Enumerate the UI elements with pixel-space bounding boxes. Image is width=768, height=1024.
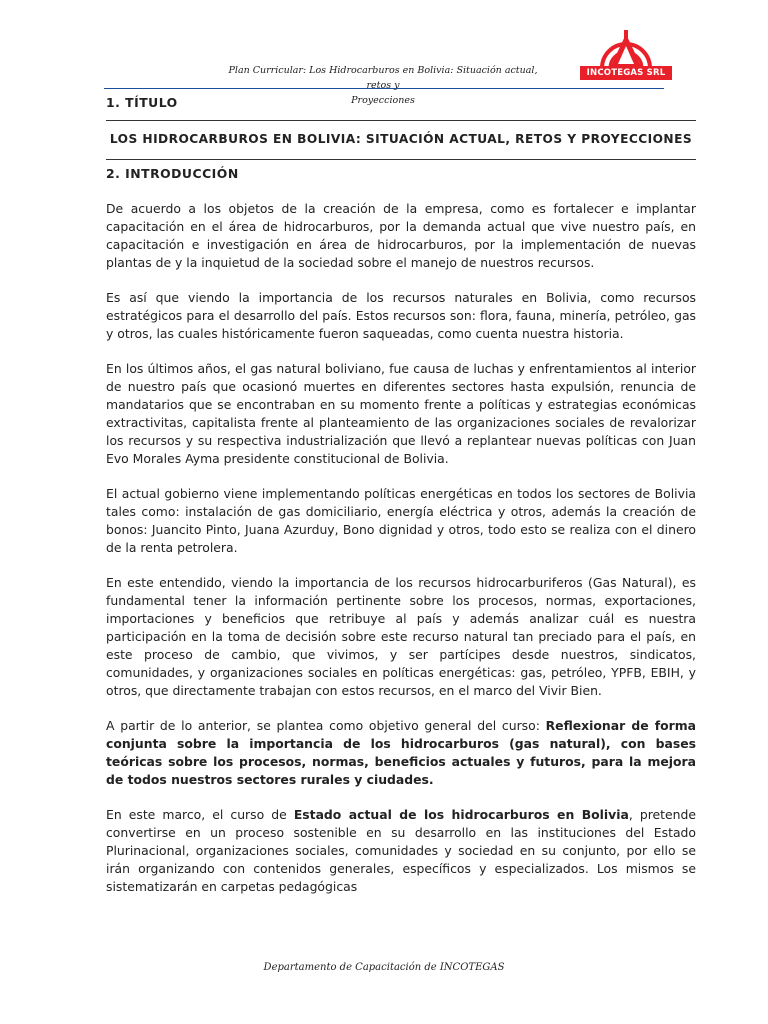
title-rule-top <box>106 120 696 121</box>
paragraph-5: En este entendido, viendo la importancia de los recursos hidrocarburiferos (Gas Natural), es fundamental tener la información pertinente sobre los procesos, normas, exportaciones, importaciones y beneficios que retribuye al país y además analizar cuál es nuestra participación en la toma de decisión sobre este recurso natural tan preciado para el país, en este proceso de cambio, que vivimos, y ser partícipes desde nuestros, sindicatos, comunidades, y organizaciones sociales en políticas energéticas: gas, petróleo, YPFB, EBIH, y otros, que directamente trabajan con estos recursos, en el marco del Vivir Bien. <box>106 575 696 698</box>
section-heading-titulo: 1. TÍTULO <box>106 95 178 110</box>
section-heading-introduccion: 2. INTRODUCCIÓN <box>106 166 239 181</box>
paragraph-2: Es así que viendo la importancia de los recursos naturales en Bolivia, como recursos estratégicos para el desarrollo del país. Estos recursos son: flora, fauna, minería, petróleo, gas y otros, las cuales históricamente fueron saqueadas, como cuenta nuestra historia. <box>106 290 696 341</box>
logo-wordmark: INCOTEGAS SRL <box>580 66 672 80</box>
paragraph-3: En los últimos años, el gas natural boliviano, fue causa de luchas y enfrentamientos al interior de nuestro país que ocasionó muertes en diferentes sectores hasta expulsión, renuncia de mandatarios que se encontraban en su momento frente a políticas y estrategias económicas extractivitas, capitalista frente al planteamiento de las organizaciones sociales de revalorizar los recursos y su respectiva industrialización que llevó a replantear nuevas políticas con Juan Evo Morales Ayma presidente constitucional de Bolivia. <box>106 361 696 466</box>
paragraph-1: De acuerdo a los objetos de la creación de la empresa, como es fortalecer e implantar capacitación en el área de hidrocarburos, por la demanda actual que vive nuestro país, en capacitación e investigación en área de hidrocarburos, por la implementación de nuevas plantas de y la inquietud de la sociedad sobre el manejo de nuestros recursos. <box>106 201 696 270</box>
course-objective: Reflexionar de forma conjunta sobre la importancia de los hidrocarburos (gas natural), con bases teóricas sobre los procesos, normas, beneficios actuales y futuros, para la mejora de todos nuestros sectores rurales y ciudades. <box>106 718 697 787</box>
paragraph-6-lead: A partir de lo anterior, se plantea como objetivo general del curso: <box>106 718 546 733</box>
paragraph-6 <box>106 717 696 789</box>
header-rule <box>104 88 664 89</box>
title-rule-bottom <box>106 159 696 160</box>
running-header-line1: Plan Curricular: Los Hidrocarburos en Bolivia: Situación actual, retos y <box>228 65 538 91</box>
paragraph-7-tail: , pretende convertirse en un proceso sostenible en su desarrollo en las instituciones del Estado Plurinacional, organizaciones sociales, comunidades y sociedad en su conjunto, por ello se irán organizando con contenidos generales, específicos y especializados. Los mismos se sistematizarán en carpetas pedagógicas <box>106 807 696 894</box>
paragraph-7-lead: En este marco, el curso de <box>106 807 294 822</box>
document-body <box>106 94 696 896</box>
page-footer: Departamento de Capacitación de INCOTEGAS <box>263 962 505 973</box>
paragraph-7 <box>106 806 696 896</box>
paragraph-4: El actual gobierno viene implementando políticas energéticas en todos los sectores de Bolivia tales como: instalación de gas domiciliario, energía eléctrica y otros, además la creación de bonos: Juancito Pinto, Juana Azurduy, Bono dignidad y otros, todo esto se realiza con el dinero de la renta petrolera. <box>106 486 696 555</box>
course-name: Estado actual de los hidrocarburos en Bolivia <box>293 807 629 822</box>
running-header-line2: Proyecciones <box>351 95 415 106</box>
main-title: LOS HIDROCARBUROS EN BOLIVIA: SITUACIÓN ACTUAL, RETOS Y PROYECCIONES <box>109 132 693 146</box>
